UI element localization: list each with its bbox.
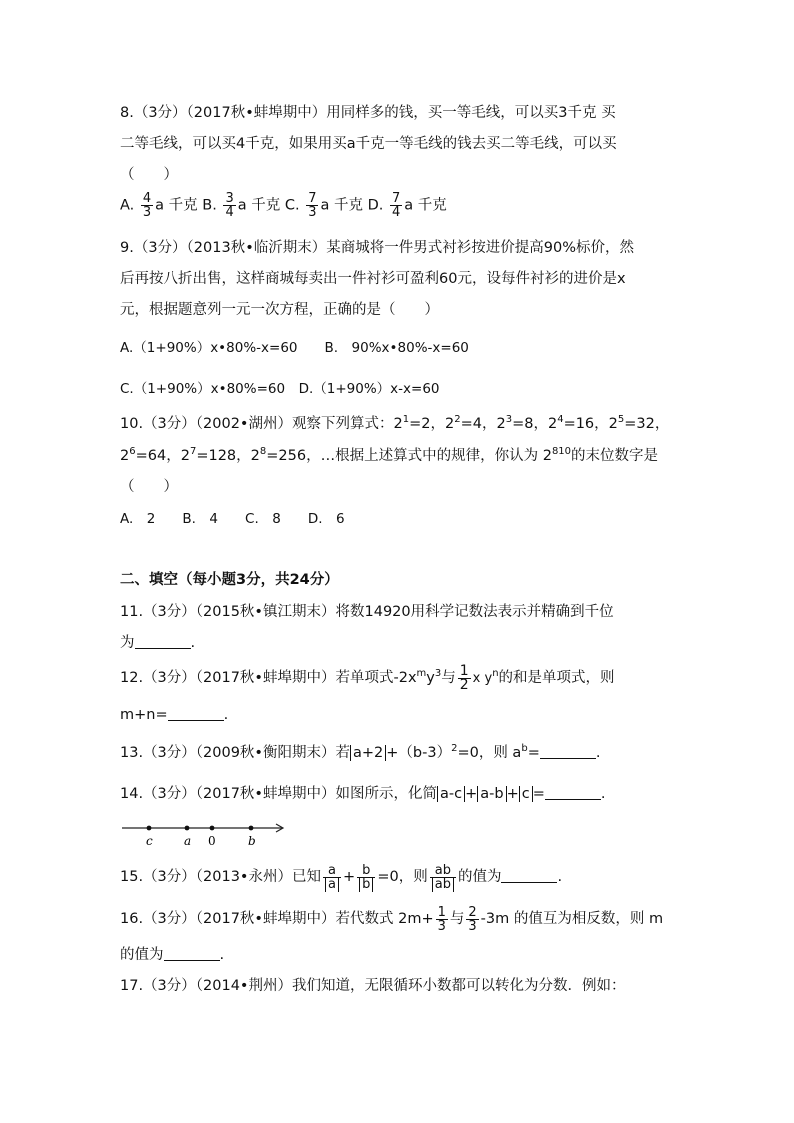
q15-mid: =0，则: [377, 869, 428, 885]
q14-prefix: 14.（3分）（2017秋•蚌埠期中）如图所示，化简: [120, 786, 437, 802]
q16-line-2-text: 的值为: [120, 947, 164, 963]
q10-prefix: 10.（3分）（2002•湖州）观察下列算式：: [120, 416, 394, 432]
power-result: =16，: [563, 416, 609, 432]
q9-line-3: 元，根据题意列一元一次方程，正确的是（ ）: [120, 302, 439, 318]
power-exponent: 8: [259, 446, 267, 457]
q17-line-1: 17.（3分）（2014•荆州）我们知道，无限循环小数都可以转化为分数．例如：: [120, 978, 626, 994]
exponent-b: b: [521, 743, 528, 754]
power-base: 2: [444, 416, 455, 432]
q10-options: A. 2 B. 4 C. 8 D. 6: [120, 511, 345, 527]
exponent-m: m: [416, 668, 427, 679]
point-0: [210, 826, 215, 831]
power-exponent: 1: [402, 414, 410, 425]
power-base: 2: [180, 448, 190, 464]
q8-options: [120, 192, 447, 219]
fraction-numerator: ab: [430, 864, 456, 878]
answer-blank: [164, 946, 220, 961]
power-result: =8，: [512, 416, 548, 432]
number-line-diagram: [120, 817, 290, 851]
q12-fraction: [458, 662, 471, 693]
fraction-numerator: a: [323, 864, 341, 878]
q8-option-a-fraction: [141, 192, 153, 219]
power-base: 2: [250, 448, 260, 464]
fraction-denominator: [323, 878, 341, 891]
point-c: [147, 826, 152, 831]
fraction-numerator: 7: [308, 191, 317, 206]
answer-blank: [168, 706, 224, 721]
period: .: [595, 745, 601, 761]
fraction-numerator: 2: [468, 904, 477, 920]
fraction-denominator: 4: [225, 205, 234, 220]
power-exponent: 810: [551, 446, 572, 457]
variable-y: y: [426, 670, 435, 686]
q8-option-d-label: D.: [367, 197, 384, 214]
power-base: 2: [542, 448, 552, 464]
fraction-numerator: 1: [459, 662, 469, 679]
fraction-denominator: 4: [391, 205, 401, 220]
fraction-numerator: 3: [225, 191, 234, 206]
power-base: 2: [547, 416, 558, 432]
power-exponent: 6: [129, 446, 136, 457]
point-b: [249, 826, 254, 831]
absolute-value: a: [325, 877, 339, 892]
absolute-value: a+2: [350, 745, 386, 761]
power-base: 2: [393, 416, 403, 432]
q12-suffix: 的和是单项式，则: [498, 670, 615, 686]
period: .: [600, 786, 606, 802]
label-0: 0: [208, 834, 216, 848]
fraction-denominator: 2: [459, 676, 469, 693]
fraction-numerator: 4: [142, 191, 152, 206]
answer-blank: [135, 634, 191, 649]
fraction-denominator: 3: [468, 918, 477, 934]
q8-line-1: 8.（3分）（2017秋•蚌埠期中）用同样多的钱，买一等毛线，可以买3千克 买: [120, 105, 616, 121]
fraction-numerator: 1: [437, 904, 446, 920]
power-result: =4，: [460, 416, 497, 432]
power-exponent: 3: [505, 414, 513, 425]
absolute-value: c: [519, 786, 533, 802]
answer-blank: [540, 744, 596, 759]
fraction-denominator: [357, 878, 375, 891]
q8-option-a-unit: a 千克: [155, 197, 198, 214]
q12-prefix: 12.（3分）（2017秋•蚌埠期中）若单项式-2x: [120, 670, 417, 686]
plus-sign: +: [465, 786, 478, 802]
q8-option-d-fraction: [390, 192, 402, 219]
absolute-value: a-b: [477, 786, 506, 802]
q12-line-2-text: m+n=: [120, 707, 168, 723]
point-a: [185, 826, 190, 831]
q10-line-3: （ ）: [120, 479, 178, 495]
q16-line-2: [120, 945, 224, 965]
q9-line-1: 9.（3分）（2013秋•临沂期末）某商城将一件男式衬衫按进价提高90%标价，然: [120, 240, 634, 256]
label-b: b: [248, 834, 256, 848]
power-base: 2: [608, 416, 618, 432]
power-exponent: 2: [454, 414, 461, 425]
q10-line-2: [120, 446, 658, 466]
power-result: =2，: [409, 416, 445, 432]
q12-line-2: [120, 705, 228, 725]
q12-line-1: [120, 664, 615, 693]
fraction-denominator: 3: [142, 205, 152, 220]
plus-sign: +: [506, 786, 519, 802]
q8-line-3: （ ）: [120, 167, 178, 183]
q8-option-b-label: B.: [202, 197, 217, 214]
q13-line: [120, 743, 600, 763]
label-a: a: [184, 834, 192, 848]
absolute-value: a-c: [437, 786, 465, 802]
power-exponent: 5: [617, 414, 625, 425]
q16-connector: 与: [449, 911, 465, 927]
power-base: 2: [120, 448, 130, 464]
q10-suffix: 的末位数字是: [571, 448, 659, 464]
q8-option-c-unit: a 千克: [320, 197, 363, 214]
fraction-denominator: [430, 878, 456, 891]
q15-fraction-3: [430, 864, 456, 891]
q8-option-c-label: C.: [284, 197, 300, 214]
exponent-2: 2: [451, 743, 458, 754]
section-heading: 二、填空（每小题3分，共24分）: [120, 572, 339, 588]
power-result: =64，: [135, 448, 181, 464]
plus-sign: +: [342, 869, 356, 885]
q8-option-d-unit: a 千克: [404, 197, 447, 214]
q9-options-ab: A.（1+90%）x•80%-x=60 B. 90%x•80%-x=60: [120, 340, 469, 356]
power-exponent: 4: [557, 414, 564, 425]
q11-line-2-text: 为: [120, 635, 135, 651]
q14-line: [120, 784, 605, 804]
q15-prefix: 15.（3分）（2013•永州）已知: [120, 869, 321, 885]
period: .: [223, 707, 229, 723]
q12-connector: 与: [441, 670, 456, 686]
answer-blank: [545, 785, 601, 800]
q10-mid: …根据上述算式中的规律，你认为: [320, 448, 539, 464]
power-result: =256，: [266, 448, 321, 464]
fraction-denominator: 3: [437, 918, 446, 934]
q8-line-2: 二等毛线，可以买4千克，如果用买a千克一等毛线的钱去买二等毛线，可以买: [120, 136, 617, 152]
q8-option-a-label: A.: [120, 197, 135, 214]
q13-mid2: =0，则 a: [457, 745, 522, 761]
q16-line-1: [120, 904, 663, 934]
q15-fraction-1: [323, 864, 341, 891]
period: .: [219, 947, 225, 963]
q8-option-c-fraction: [306, 192, 318, 219]
power-result: =128，: [196, 448, 251, 464]
period: .: [557, 869, 563, 885]
exponent-3: 3: [434, 668, 442, 679]
power-result: =32，: [624, 416, 670, 432]
q11-line-2: [120, 633, 195, 653]
power-base: 2: [496, 416, 506, 432]
q9-line-2: 后再按八折出售，这样商城每卖出一件衬衫可盈利60元，设每件衬衫的进价是x: [120, 271, 626, 287]
equals-sign: =: [532, 786, 545, 802]
power-exponent: 7: [189, 446, 197, 457]
q16-prefix: 16.（3分）（2017秋•蚌埠期中）若代数式 2m+: [120, 911, 434, 927]
absolute-value: b: [359, 877, 373, 892]
q15-suffix: 的值为: [457, 869, 502, 885]
fraction-denominator: 3: [308, 205, 317, 220]
exponent-n: n: [492, 668, 499, 679]
answer-blank: [501, 868, 557, 883]
q10-line-1: [120, 414, 669, 434]
q11-line-1: 11.（3分）（2015秋•镇江期末）将数14920用科学记数法表示并精确到千位: [120, 604, 614, 620]
equals-sign: =: [527, 745, 540, 761]
fraction-numerator: b: [357, 864, 375, 878]
q16-fraction-1: [436, 906, 448, 933]
q15-fraction-2: [357, 864, 375, 891]
q8-option-b-fraction: [223, 192, 235, 219]
q16-suffix: -3m 的值互为相反数，则 m: [480, 911, 664, 927]
q13-prefix: 13.（3分）（2009秋•衡阳期末）若: [120, 745, 350, 761]
period: .: [190, 635, 196, 651]
q16-fraction-2: [466, 906, 478, 933]
q8-option-b-unit: a 千克: [237, 197, 281, 214]
label-c: c: [146, 834, 153, 848]
absolute-value: ab: [432, 877, 454, 892]
q9-options-cd: C.（1+90%）x•80%=60 D.（1+90%）x-x=60: [120, 381, 440, 397]
fraction-numerator: 7: [391, 191, 401, 206]
q13-mid: +（b-3）: [386, 745, 452, 761]
q15-line: [120, 860, 562, 894]
q12-xy: x y: [472, 671, 493, 686]
